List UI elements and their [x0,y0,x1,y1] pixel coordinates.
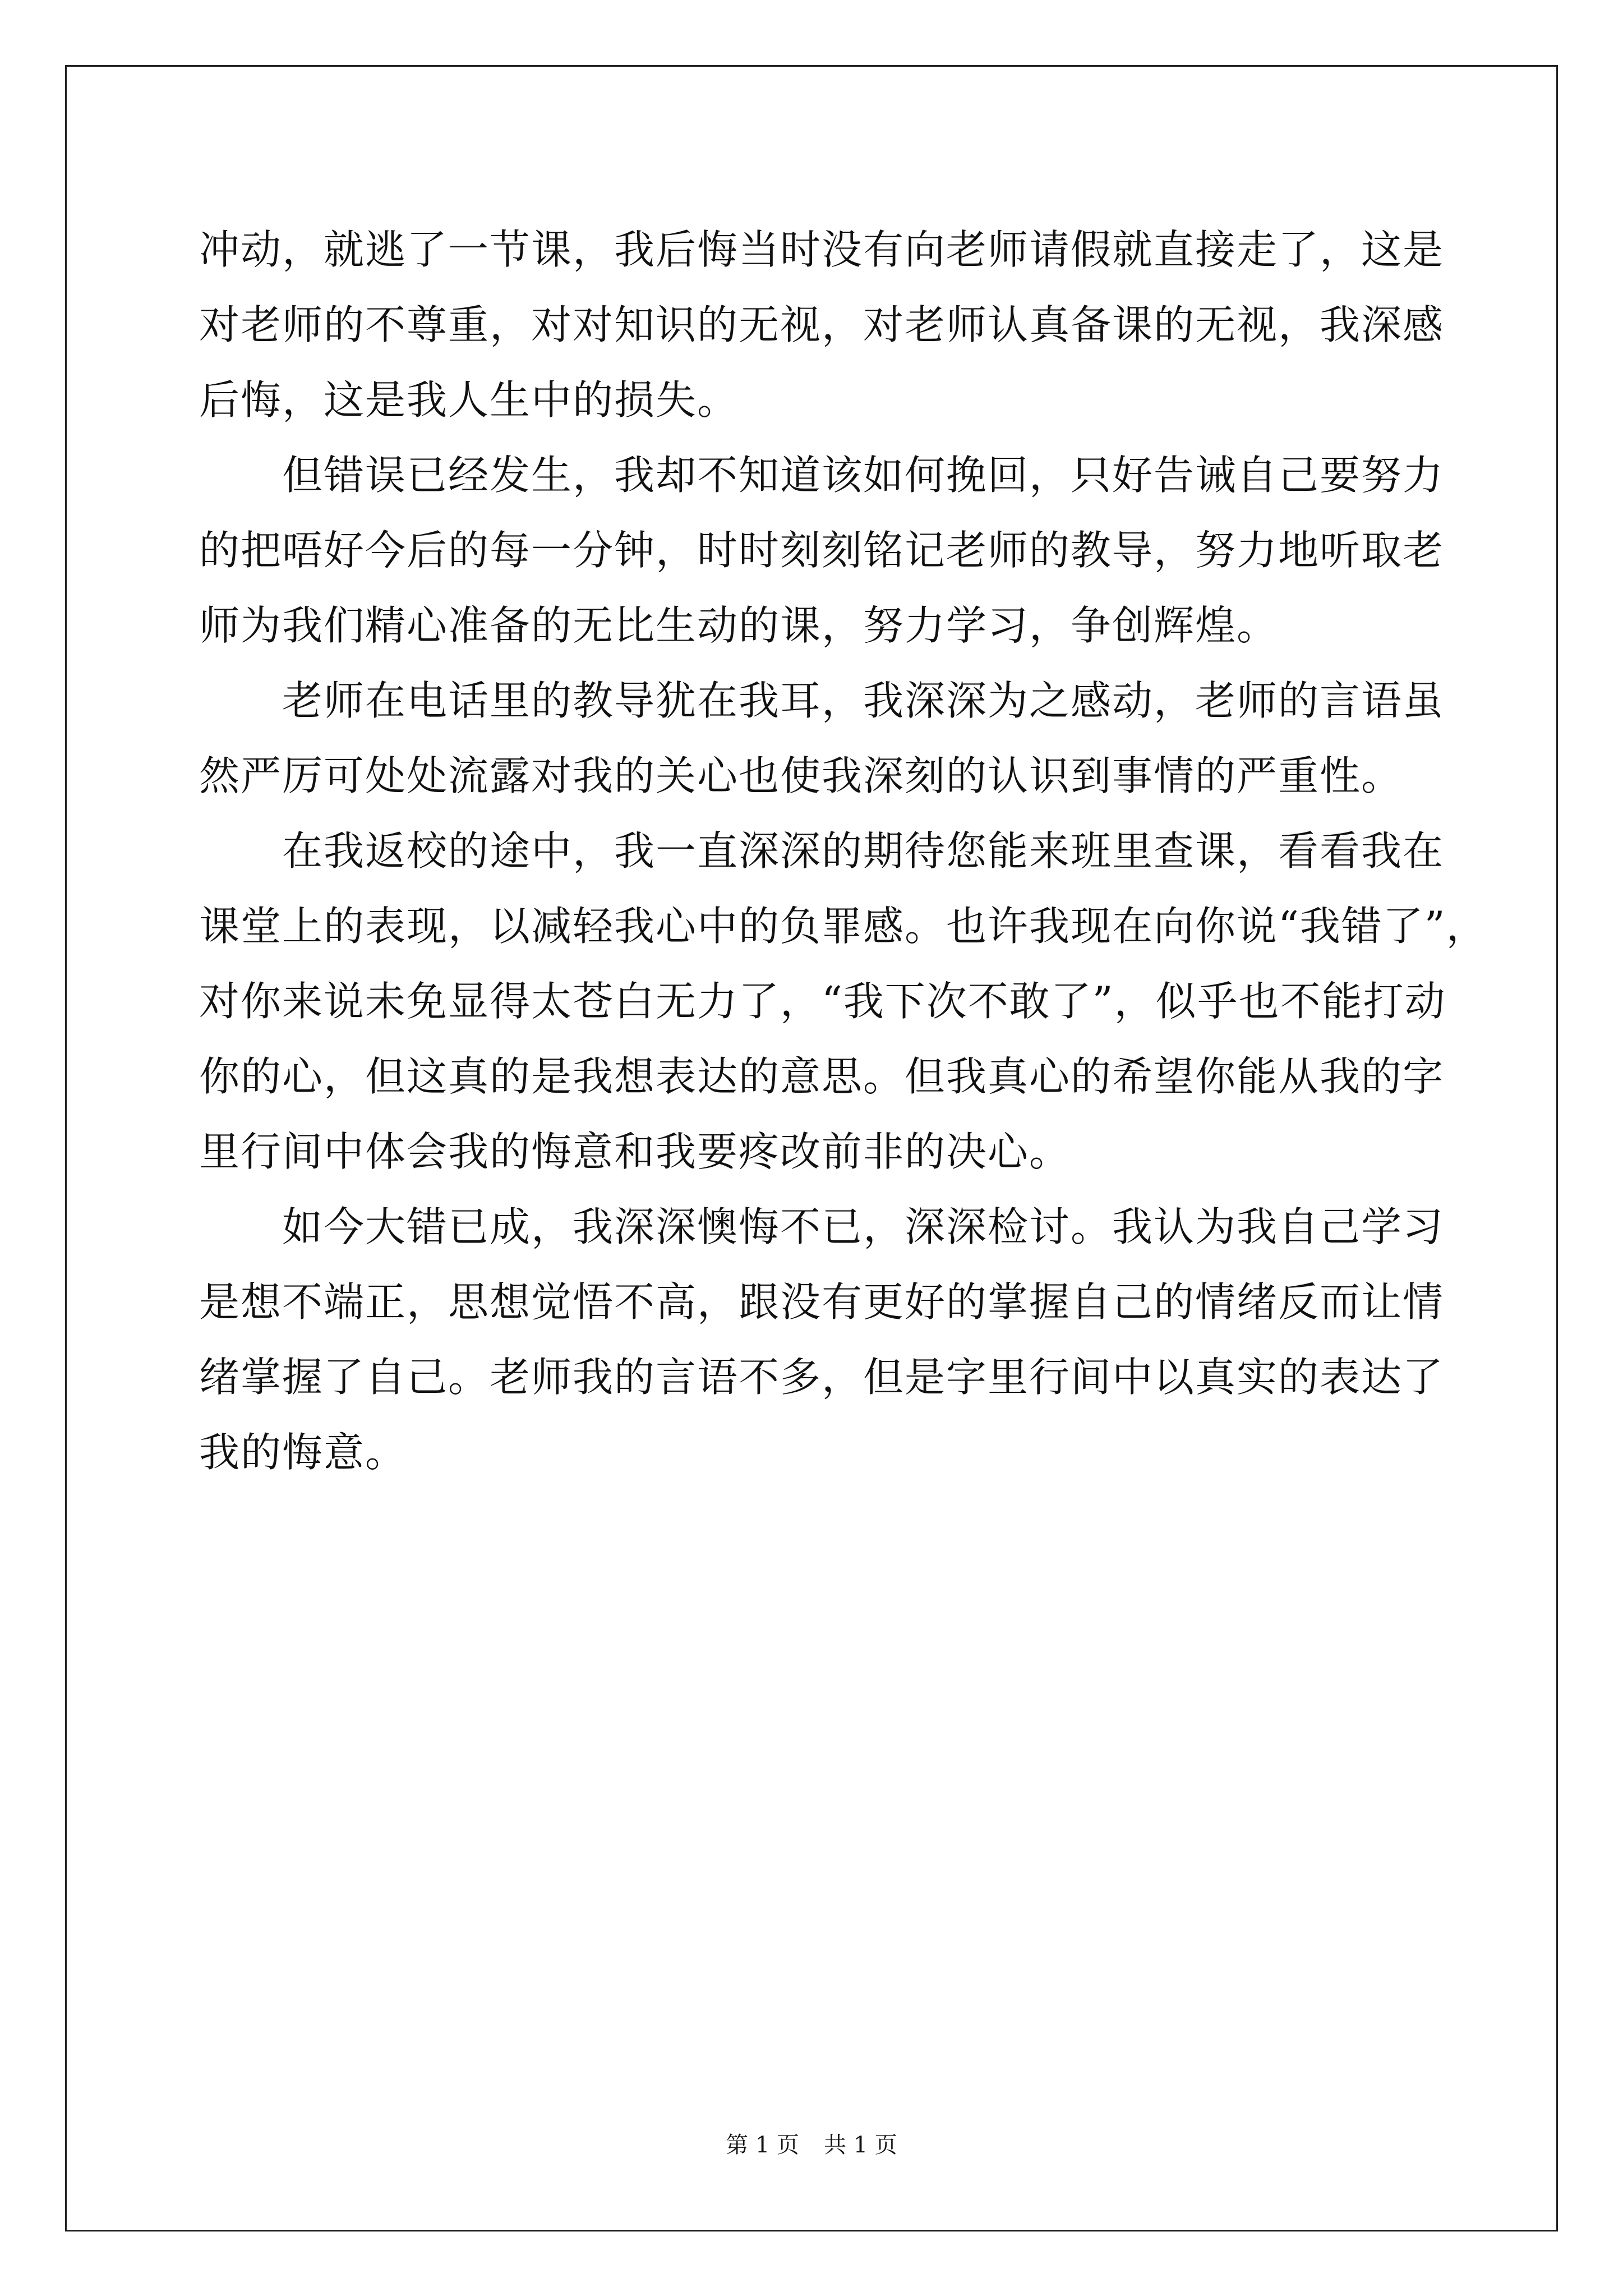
text-line: 对老师的不尊重，对对知识的无视，对老师认真备课的无视，我深感 [199,301,1445,348]
text-line: 师为我们精心准备的无比生动的课，努力学习，争创辉煌。 [199,602,1279,649]
text-line: 老师在电话里的教导犹在我耳，我深深为之感动，老师的言语虽 [282,677,1445,724]
text-line: 绪掌握了自己。老师我的言语不多，但是字里行间中以真实的表达了 [199,1354,1445,1401]
text-line: 但错误已经发生，我却不知道该如何挽回，只好告诫自己要努力 [282,452,1445,499]
document-body [199,224,1488,1502]
text-line: 然严厉可处处流露对我的关心也使我深刻的认识到事情的严重性。 [199,752,1403,799]
text-line: 课堂上的表现，以减轻我心中的负罪感。也许我现在向你说“我错了”， [199,903,1488,950]
text-line: 我的悔意。 [199,1429,407,1476]
text-line: 在我返校的途中，我一直深深的期待您能来班里查课，看看我在 [282,827,1445,875]
paragraph-2 [199,450,1445,675]
text-line: 对你来说未免显得太苍白无力了，“我下次不敢了”，似乎也不能打动 [199,978,1446,1025]
text-line: 后悔，这是我人生中的损失。 [199,376,739,424]
page-footer [0,2131,1623,2159]
text-line: 是想不端正，思想觉悟不高，跟没有更好的掌握自己的情绪反而让情 [199,1278,1445,1326]
page-total: 共 1 页 [824,2132,897,2158]
paragraph-4 [199,826,1488,1202]
text-line: 的把唔好今后的每一分钟，时时刻刻铭记老师的教导，努力地听取老 [199,527,1445,574]
text-line: 里行间中体会我的悔意和我要疼改前非的决心。 [199,1128,1071,1175]
page-number: 第 1 页 [726,2132,799,2158]
paragraph-3 [199,675,1445,826]
text-line: 你的心，但这真的是我想表达的意思。但我真心的希望你能从我的字 [199,1053,1445,1100]
text-line: 如今大错已成，我深深懊悔不已，深深检讨。我认为我自己学习 [282,1203,1445,1250]
paragraph-1 [199,224,1445,450]
text-line: 冲动，就逃了一节课，我后悔当时没有向老师请假就直接走了，这是 [199,226,1445,273]
paragraph-5 [199,1202,1445,1502]
